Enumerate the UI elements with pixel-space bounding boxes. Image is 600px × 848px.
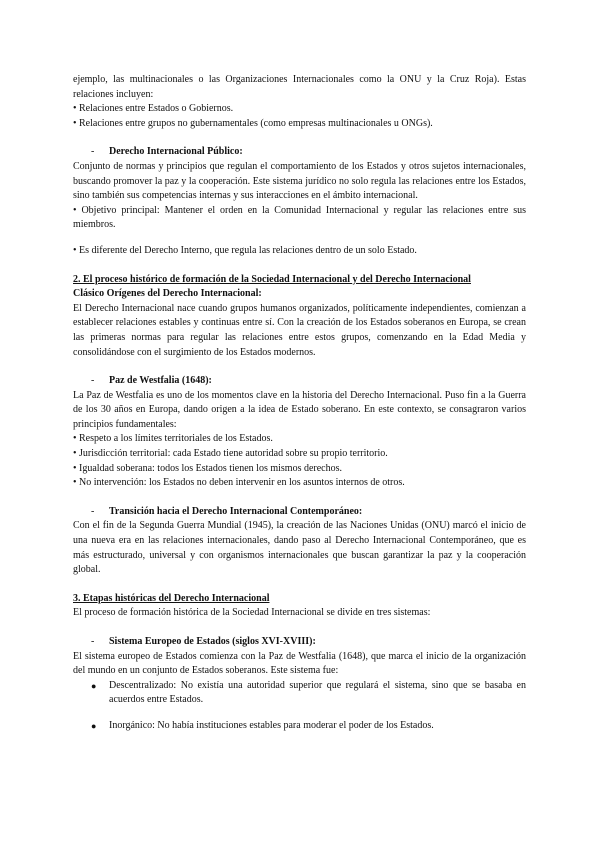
heading-transicion	[73, 505, 526, 520]
list-item-descentralizado	[73, 679, 526, 708]
publico-diferencia: • Es diferente del Derecho Interno, que regula las relaciones dentro de un solo Estado.	[73, 244, 417, 256]
westfalia-principio-limites: • Respeto a los límites territoriales de los Estados.	[73, 433, 273, 445]
document-page	[73, 73, 526, 734]
list-item-text: Inorgánico: No había instituciones estables para moderar el poder de los Estados.	[109, 719, 434, 731]
westfalia-paragraph: La Paz de Westfalia es uno de los momentos clave en la historia del Derecho Internacional. Puso fin a la Guerra de los 30 años en Europa, dando origen a la idea de Estado soberano. En este contexto, se consagraron varios principios fundamentales:	[73, 389, 526, 430]
section2-paragraph: El Derecho Internacional nace cuando grupos humanos organizados, políticamente independientes, comienzan a establecer relaciones estables y continuas entre sí. Con la creación de los Estados soberanos en Europa, se crean las primeras normas para regular las relaciones entre estos grupos, comenzando en la Edad Media y consolidándose con el surgimiento de los Estados modernos.	[73, 302, 526, 358]
section3-paragraph: El proceso de formación histórica de la Sociedad Internacional se divide en tres sistemas:	[73, 607, 431, 619]
heading-text: Paz de Westfalia (1648):	[109, 375, 212, 387]
intro-bullet-no-gubernamentales: • Relaciones entre grupos no gubernamentales (como empresas multinacionales u ONGs).	[73, 117, 433, 129]
dash-marker: -	[91, 636, 95, 647]
heading-sistema-europeo	[73, 635, 526, 650]
publico-paragraph: Conjunto de normas y principios que regulan el comportamiento de los Estados y otros sujetos internacionales, buscando promover la paz y la cooperación. Este sistema jurídico no solo regula las relaciones entre los Estados, sino también sus competencias internas y sus interacciones en el ámbito internacional.	[73, 160, 526, 202]
publico-objetivo: • Objetivo principal: Mantener el orden en la Comunidad Internacional y regular las relaciones entre sus miembros.	[73, 204, 526, 231]
heading-paz-westfalia	[73, 374, 526, 389]
heading-derecho-publico	[73, 145, 526, 160]
dash-marker: -	[91, 146, 95, 158]
section2-subtitle: Clásico Orígenes del Derecho Internacional:	[73, 288, 262, 300]
heading-text: Transición hacia el Derecho Internacional Contemporáneo:	[109, 505, 363, 517]
heading-text: Derecho Internacional Público:	[109, 146, 243, 158]
dash-marker: -	[91, 375, 95, 387]
sistema-europeo-paragraph: El sistema europeo de Estados comienza con la Paz de Westfalia (1648), que marca el inicio de la organización del mundo en un conjunto de Estados soberanos. Este sistema fue:	[73, 650, 526, 677]
intro-paragraph: ejemplo, las multinacionales o las Organizaciones Internacionales como la ONU y la Cruz Roja). Estas relaciones incluyen:	[73, 74, 526, 100]
bullet-icon: ●	[91, 680, 97, 691]
westfalia-principio-no-intervencion: • No intervención: los Estados no deben intervenir en los asuntos internos de otros.	[73, 477, 405, 489]
dash-marker: -	[91, 505, 95, 517]
section2-title: 2. El proceso histórico de formación de la Sociedad Internacional y del Derecho Internacional	[73, 273, 471, 285]
heading-text: Sistema Europeo de Estados (siglos XVI-XVIII):	[109, 636, 316, 647]
transicion-paragraph: Con el fin de la Segunda Guerra Mundial (1945), la creación de las Naciones Unidas (ONU) marcó el inicio de una nueva era en las relaciones internacionales, dando paso al Derecho Internacional Contemporáneo, que es más estructurado, universal y con organismos internacionales que buscan garantizar la paz y la cooperación global.	[73, 520, 526, 576]
intro-bullet-gobiernos: • Relaciones entre Estados o Gobiernos.	[73, 103, 234, 115]
section3-title: 3. Etapas históricas del Derecho Internacional	[73, 592, 270, 604]
bullet-icon: ●	[91, 720, 97, 731]
westfalia-principio-igualdad: • Igualdad soberana: todos los Estados tienen los mismos derechos.	[73, 462, 343, 474]
westfalia-principio-jurisdiccion: • Jurisdicción territorial: cada Estado tiene autoridad sobre su propio territorio.	[73, 448, 388, 460]
list-item-text: Descentralizado: No existía una autoridad superior que regulará el sistema, sino que se basaba en acuerdos entre Estados.	[109, 679, 526, 706]
list-item-inorganico	[73, 719, 526, 734]
